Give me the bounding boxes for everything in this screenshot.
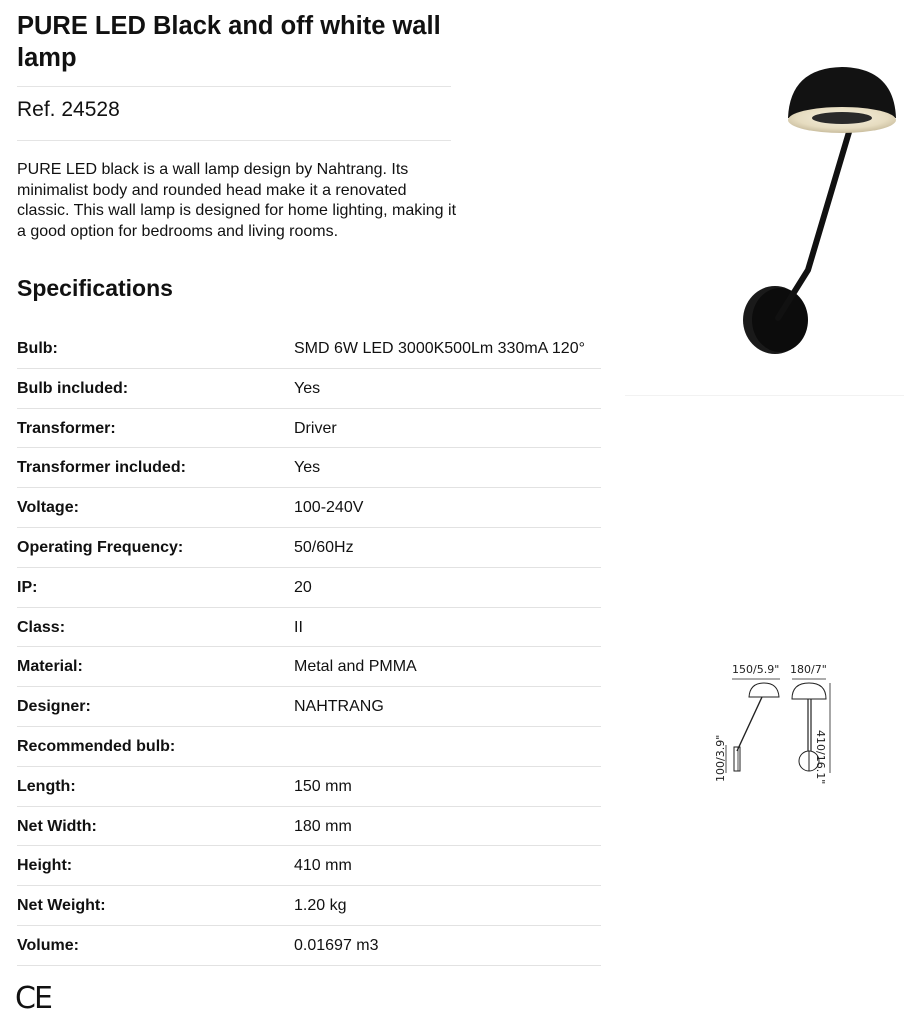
spec-label: Designer: (17, 698, 91, 716)
spec-row (17, 568, 601, 608)
spec-label: Operating Frequency: (17, 538, 184, 556)
spec-row (17, 687, 601, 727)
wall-lamp-image (730, 60, 904, 360)
spec-row (17, 886, 601, 926)
spec-value: 180 mm (294, 817, 352, 835)
spec-row (17, 807, 601, 847)
spec-row (17, 846, 601, 886)
spec-value: 0.01697 m3 (294, 936, 379, 954)
height-dimension: 410/16.1" (814, 730, 827, 785)
spec-label: Net Width: (17, 817, 97, 835)
spec-label: Length: (17, 777, 76, 795)
spec-row (17, 926, 601, 966)
spec-value: Metal and PMMA (294, 658, 417, 676)
spec-label: IP: (17, 578, 38, 596)
spec-label: Class: (17, 618, 66, 636)
length-dimension: 150/5.9" (732, 663, 780, 676)
specifications-table (17, 329, 601, 966)
base-dimension: 100/3.9" (714, 734, 727, 782)
spec-label: Net Weight: (17, 897, 106, 915)
spec-label: Voltage: (17, 499, 79, 517)
spec-value: 50/60Hz (294, 538, 354, 556)
spec-row (17, 488, 601, 528)
spec-value: 1.20 kg (294, 897, 347, 915)
spec-label: Material: (17, 658, 83, 676)
spec-row (17, 767, 601, 807)
ce-mark-icon: CE (15, 981, 51, 1016)
divider (17, 140, 451, 141)
spec-row (17, 448, 601, 488)
spec-value: 20 (294, 578, 312, 596)
width-dimension: 180/7" (790, 663, 827, 676)
spec-value: SMD 6W LED 3000K500Lm 330mA 120° (294, 340, 585, 357)
spec-label: Recommended bulb: (17, 737, 176, 755)
spec-value: II (294, 618, 303, 636)
spec-label: Bulb included: (17, 379, 129, 397)
spec-row (17, 727, 601, 767)
spec-value: Driver (294, 419, 337, 437)
spec-label: Transformer: (17, 419, 116, 437)
spec-label: Bulb: (17, 340, 58, 357)
spec-row (17, 647, 601, 687)
spec-row (17, 608, 601, 648)
product-description: PURE LED black is a wall lamp design by Nahtrang. Its minimalist body and rounded head make it a renovated classic. This wall lamp is designed for home lighting, making it a good option for bedrooms and living rooms. (17, 161, 457, 240)
spec-row (17, 409, 601, 449)
spec-value: 150 mm (294, 777, 352, 795)
spec-value: 410 mm (294, 857, 352, 875)
image-divider (625, 395, 904, 396)
spec-row (17, 329, 601, 369)
spec-value: Yes (294, 459, 321, 477)
spec-value: NAHTRANG (294, 698, 384, 716)
spec-label: Volume: (17, 936, 79, 954)
spec-label: Transformer included: (17, 459, 186, 477)
specifications-heading: Specifications (17, 275, 173, 301)
spec-row (17, 369, 601, 409)
spec-label: Height: (17, 857, 73, 875)
product-title: PURE LED Black and off white wall lamp (17, 12, 441, 72)
spec-value: 100-240V (294, 499, 364, 517)
divider (17, 86, 451, 87)
spec-value: Yes (294, 379, 321, 397)
product-reference: Ref. 24528 (17, 98, 120, 121)
spec-row (17, 528, 601, 568)
